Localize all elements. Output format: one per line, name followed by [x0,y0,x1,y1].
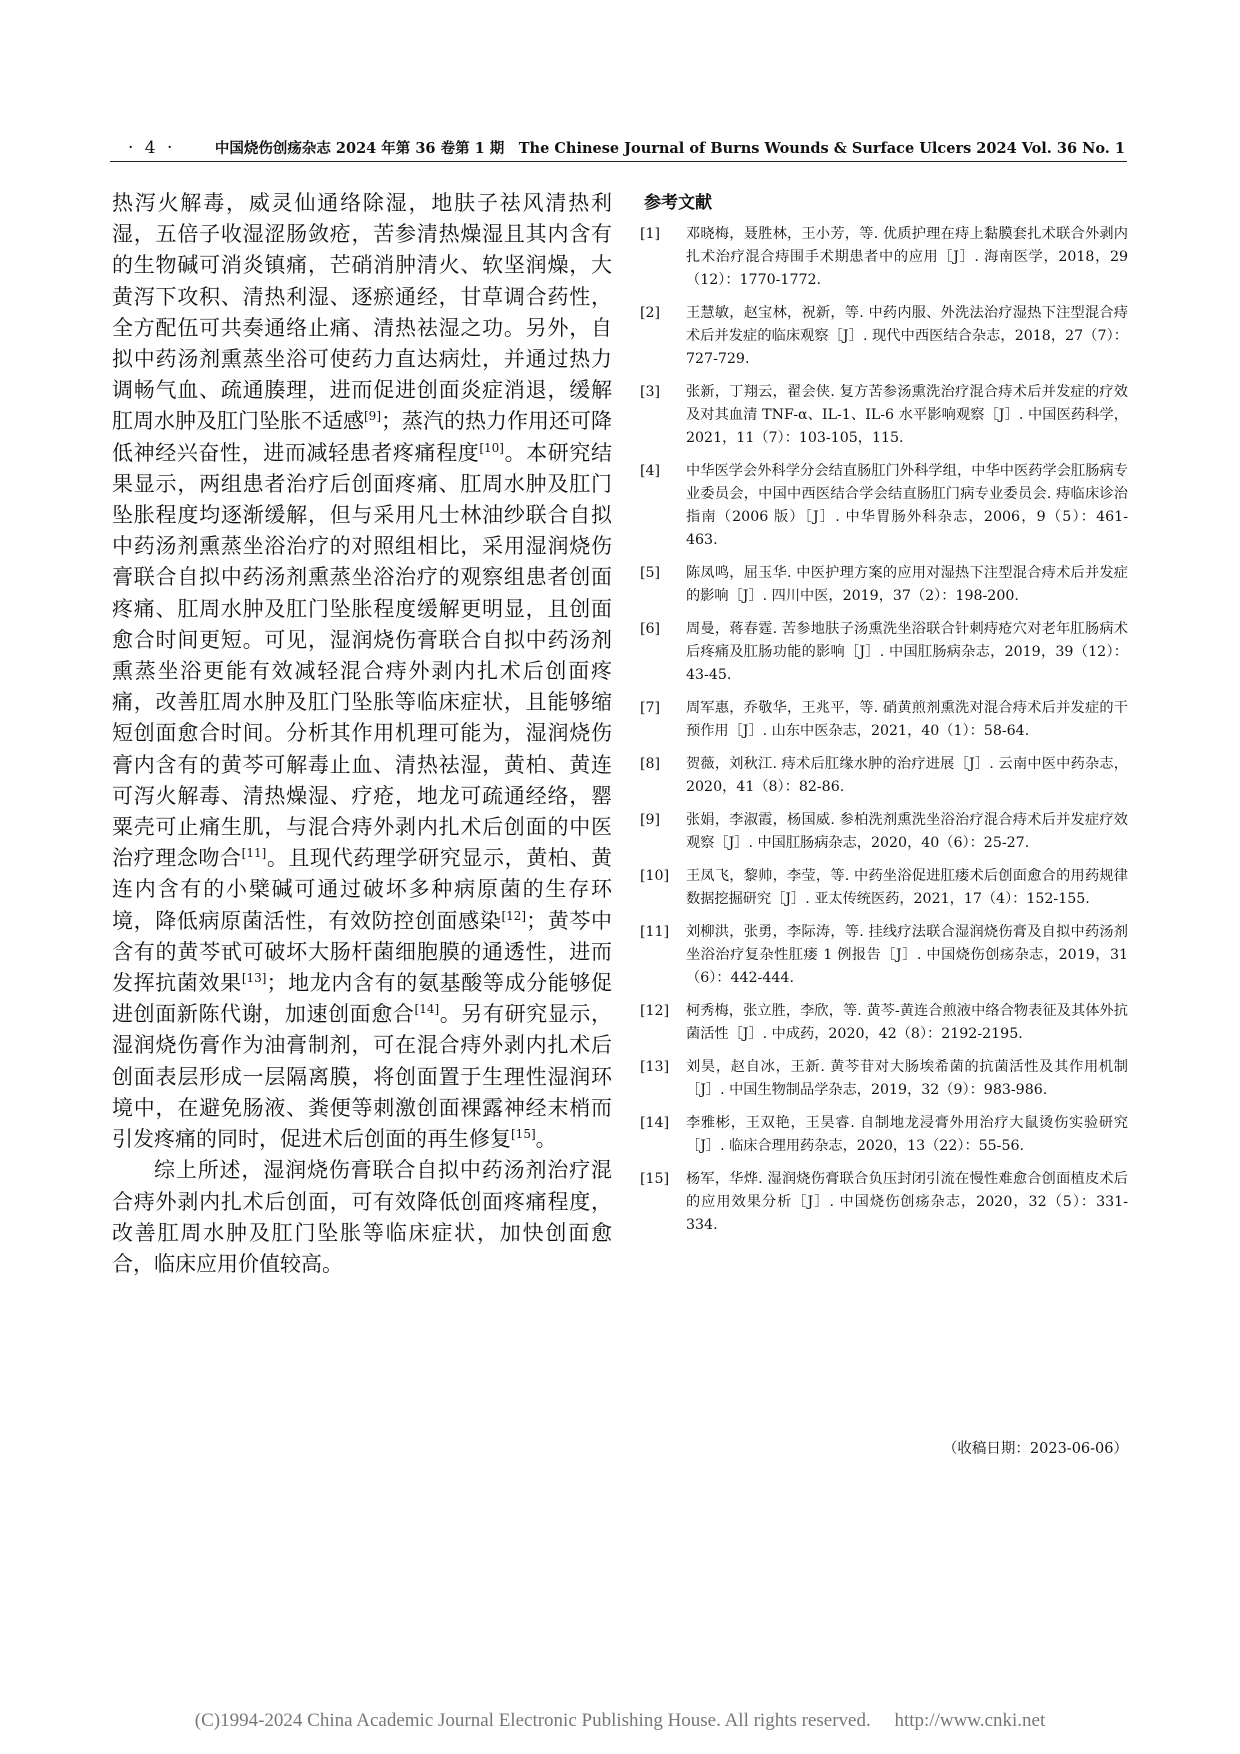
header-rule [110,161,1127,162]
citation: [14] [414,1002,440,1017]
reference-number: [8] [640,756,661,772]
page-number: · 4 · [128,138,176,158]
reference-number: [3] [640,384,661,400]
reference-item [640,1056,1128,1102]
reference-item [640,921,1128,990]
reference-item [640,460,1128,552]
reference-item [640,223,1128,292]
body-paragraph [112,188,612,1155]
body-text-run: 。本研究结果显示，两组患者治疗后创面疼痛、肛周水肿及肛门坠胀程度均逐渐缓解，但与采用凡士林油纱联合自拟中药汤剂熏蒸坐浴治疗的对照组相比，采用湿润烧伤膏联合自拟中药汤剂熏蒸坐浴治疗的观察组患者创面疼痛、肛周水肿及肛门坠胀程度缓解更明显，且创面愈合时间更短。可见，湿润烧伤膏联合自拟中药汤剂熏蒸坐浴更能有效减轻混合痔外剥内扎术后创面疼痛，改善肛周水肿及肛门坠胀等临床症状，且能够缩短创面愈合时间。分析其作用机理可能为，湿润烧伤膏内含有的黄芩可解毒止血、清热祛湿，黄柏、黄连可泻火解毒、清热燥湿、疗疮，地龙可疏通经络，罂粟壳可止痛生肌，与混合痔外剥内扎术后创面的中医治疗理念吻合 [112,440,613,871]
reference-number: [15] [640,1171,670,1187]
reference-number: [6] [640,621,661,637]
reference-text: 杨军，华烨. 湿润烧伤膏联合负压封闭引流在慢性难愈合创面植皮术后的应用效果分析［J］. 中国烧伤创疡杂志，2020，32（5）：331-334. [686,1171,1128,1233]
citation: [12] [501,908,527,923]
reference-item [640,381,1128,450]
running-header [128,137,1125,158]
body-text-run: 。且现代药理学研究显示，黄柏、黄连内含有的小檗碱可通过破坏多种病原菌的生存环境，降低病原菌活性，有效防控创面感染 [112,846,613,933]
body-text-run: 。 [535,1127,557,1152]
reference-text: 贺薇，刘秋江. 痔术后肛缘水肿的治疗进展［J］. 云南中医中药杂志，2020，41（8）：82-86. [686,756,1128,795]
reference-text: 李雅彬，王双艳，王昊睿. 自制地龙浸膏外用治疗大鼠烫伤实验研究［J］. 临床合理用药杂志，2020，13（22）：55-56. [686,1115,1128,1154]
body-text-run: ；蒸汽的热力作用还可降低神经兴奋性，进而减轻患者疼痛程度 [112,409,612,465]
reference-text: 王慧敏，赵宝林，祝新，等. 中药内服、外洗法治疗湿热下注型混合痔术后并发症的临床观察［J］. 现代中西医结合杂志，2018，27（7）：727-729. [686,305,1128,367]
reference-item [640,753,1128,799]
reference-text: 周军惠，乔敬华，王兆平，等. 硝黄煎剂熏洗对混合痔术后并发症的干预作用［J］. 山东中医杂志，2021，40（1）：58-64. [686,700,1128,739]
reference-number: [9] [640,812,661,828]
reference-item [640,1168,1128,1237]
reference-number: [7] [640,700,661,716]
body-text-run: 热泻火解毒，威灵仙通络除湿，地肤子祛风清热利湿，五倍子收湿涩肠敛疮，苦参清热燥湿且其内含有的生物碱可消炎镇痛，芒硝消肿清火、软坚润燥，大黄泻下攻积、清热利湿、逐瘀通经，甘草调合药性，全方配伍可共奏通络止痛、清热祛湿之功。另外，自拟中药汤剂熏蒸坐浴可使药力直达病灶，并通过热力调畅气血、疏通腠理，进而促进创面炎症消退，缓解肛周水肿及肛门坠胀不适感 [112,191,612,434]
reference-text: 刘柳洪，张勇，李际涛，等. 挂线疗法联合湿润烧伤膏及自拟中药汤剂坐浴治疗复杂性肛瘘 1 例报告［J］. 中国烧伤创疡杂志，2019，31（6）：442-444. [686,924,1128,986]
conclusion-paragraph: 综上所述，湿润烧伤膏联合自拟中药汤剂治疗混合痔外剥内扎术后创面，可有效降低创面疼痛程度，改善肛周水肿及肛门坠胀等临床症状，加快创面愈合，临床应用价值较高。 [112,1158,612,1276]
reference-number: [1] [640,226,661,242]
reference-text: 刘昊，赵自冰，王新. 黄芩苷对大肠埃希菌的抗菌活性及其作用机制［J］. 中国生物制品学杂志，2019，32（9）：983-986. [686,1059,1128,1098]
reference-text: 周曼，蒋春霆. 苦参地肤子汤熏洗坐浴联合针刺痔疮穴对老年肛肠病术后疼痛及肛肠功能的影响［J］. 中国肛肠病杂志，2019，39（12）：43-45. [686,621,1128,683]
body-text-run: ；地龙内含有的氨基酸等成分能够促进创面新陈代谢，加速创面愈合 [112,971,613,1027]
reference-text: 陈凤鸣，屈玉华. 中医护理方案的应用对湿热下注型混合痔术后并发症的影响［J］. 四川中医，2019，37（2）：198-200. [686,565,1128,604]
reference-text: 柯秀梅，张立胜，李欣，等. 黄芩-黄连合煎液中络合物表征及其体外抗菌活性［J］. 中成药，2020，42（8）：2192-2195. [686,1003,1128,1042]
reference-text: 中华医学会外科学分会结直肠肛门外科学组，中华中医药学会肛肠病专业委员会，中国中西医结合学会结直肠肛门病专业委员会. 痔临床诊治指南（2006 版）［J］. 中华胃肠外科杂志，2006，9（5）：461-463. [686,463,1128,548]
copyright-footer: (C)1994-2024 China Academic Journal Electronic Publishing House. All rights reserved. http://www.cnki.net [194,1710,1046,1731]
citation: [15] [511,1127,536,1142]
reference-text: 邓晓梅，聂胜林，王小芳，等. 优质护理在痔上黏膜套扎术联合外剥内扎术治疗混合痔围手术期患者中的应用［J］. 海南医学，2018，29（12）：1770-1772. [686,226,1128,288]
body-text-run: 。另有研究显示，湿润烧伤膏作为油膏制剂，可在混合痔外剥内扎术后创面表层形成一层隔离膜，将创面置于生理性湿润环境中，在避免肠液、粪便等刺激创面裸露神经末梢而引发疼痛的同时，促进术后创面的再生修复 [112,1002,613,1152]
reference-number: [4] [640,463,661,479]
received-date: （收稿日期：2023-06-06） [942,1441,1128,1457]
reference-number: [11] [640,924,670,940]
reference-item [640,562,1128,608]
reference-number: [10] [640,868,670,884]
reference-text: 张新，丁翔云，翟会侠. 复方苦参汤熏洗治疗混合痔术后并发症的疗效及对其血清 TNF-α、IL-1、IL-6 水平影响观察［J］. 中国医药科学，2021，11（7）：103-105，115. [686,384,1128,446]
references-title: 参考文献 [644,193,712,213]
citation: [13] [241,971,267,986]
reference-text: 张娟，李淑霞，杨国威. 参柏洗剂熏洗坐浴治疗混合痔术后并发症疗效观察［J］. 中国肛肠病杂志，2020，40（6）：25-27. [686,812,1128,851]
reference-number: [12] [640,1003,670,1019]
reference-number: [5] [640,565,661,581]
reference-item [640,809,1128,855]
reference-item [640,1112,1128,1158]
reference-number: [13] [640,1059,670,1075]
citation: [11] [241,846,267,861]
reference-item [640,1000,1128,1046]
journal-title: 中国烧伤创疡杂志 2024 年第 36 卷第 1 期 The Chinese Journal of Burns Wounds & Surface Ulcers 2024 Vol. 36 No. 1 [214,140,1125,157]
reference-item [640,302,1128,371]
reference-number: [14] [640,1115,670,1131]
body-text [112,188,612,1280]
reference-number: [2] [640,305,661,321]
reference-item [640,697,1128,743]
reference-item [640,865,1128,911]
reference-text: 王凤飞，黎帅，李莹，等. 中药坐浴促进肛瘘术后创面愈合的用药规律数据挖掘研究［J］. 亚太传统医药，2021，17（4）：152-155. [686,868,1128,907]
citation: [9] [364,409,381,424]
references-section [640,188,1128,1247]
reference-item [640,618,1128,687]
body-text-run: ；黄芩中含有的黄芩甙可破坏大肠杆菌细胞膜的通透性，进而发挥抗菌效果 [112,908,613,996]
citation: [10] [479,440,504,455]
